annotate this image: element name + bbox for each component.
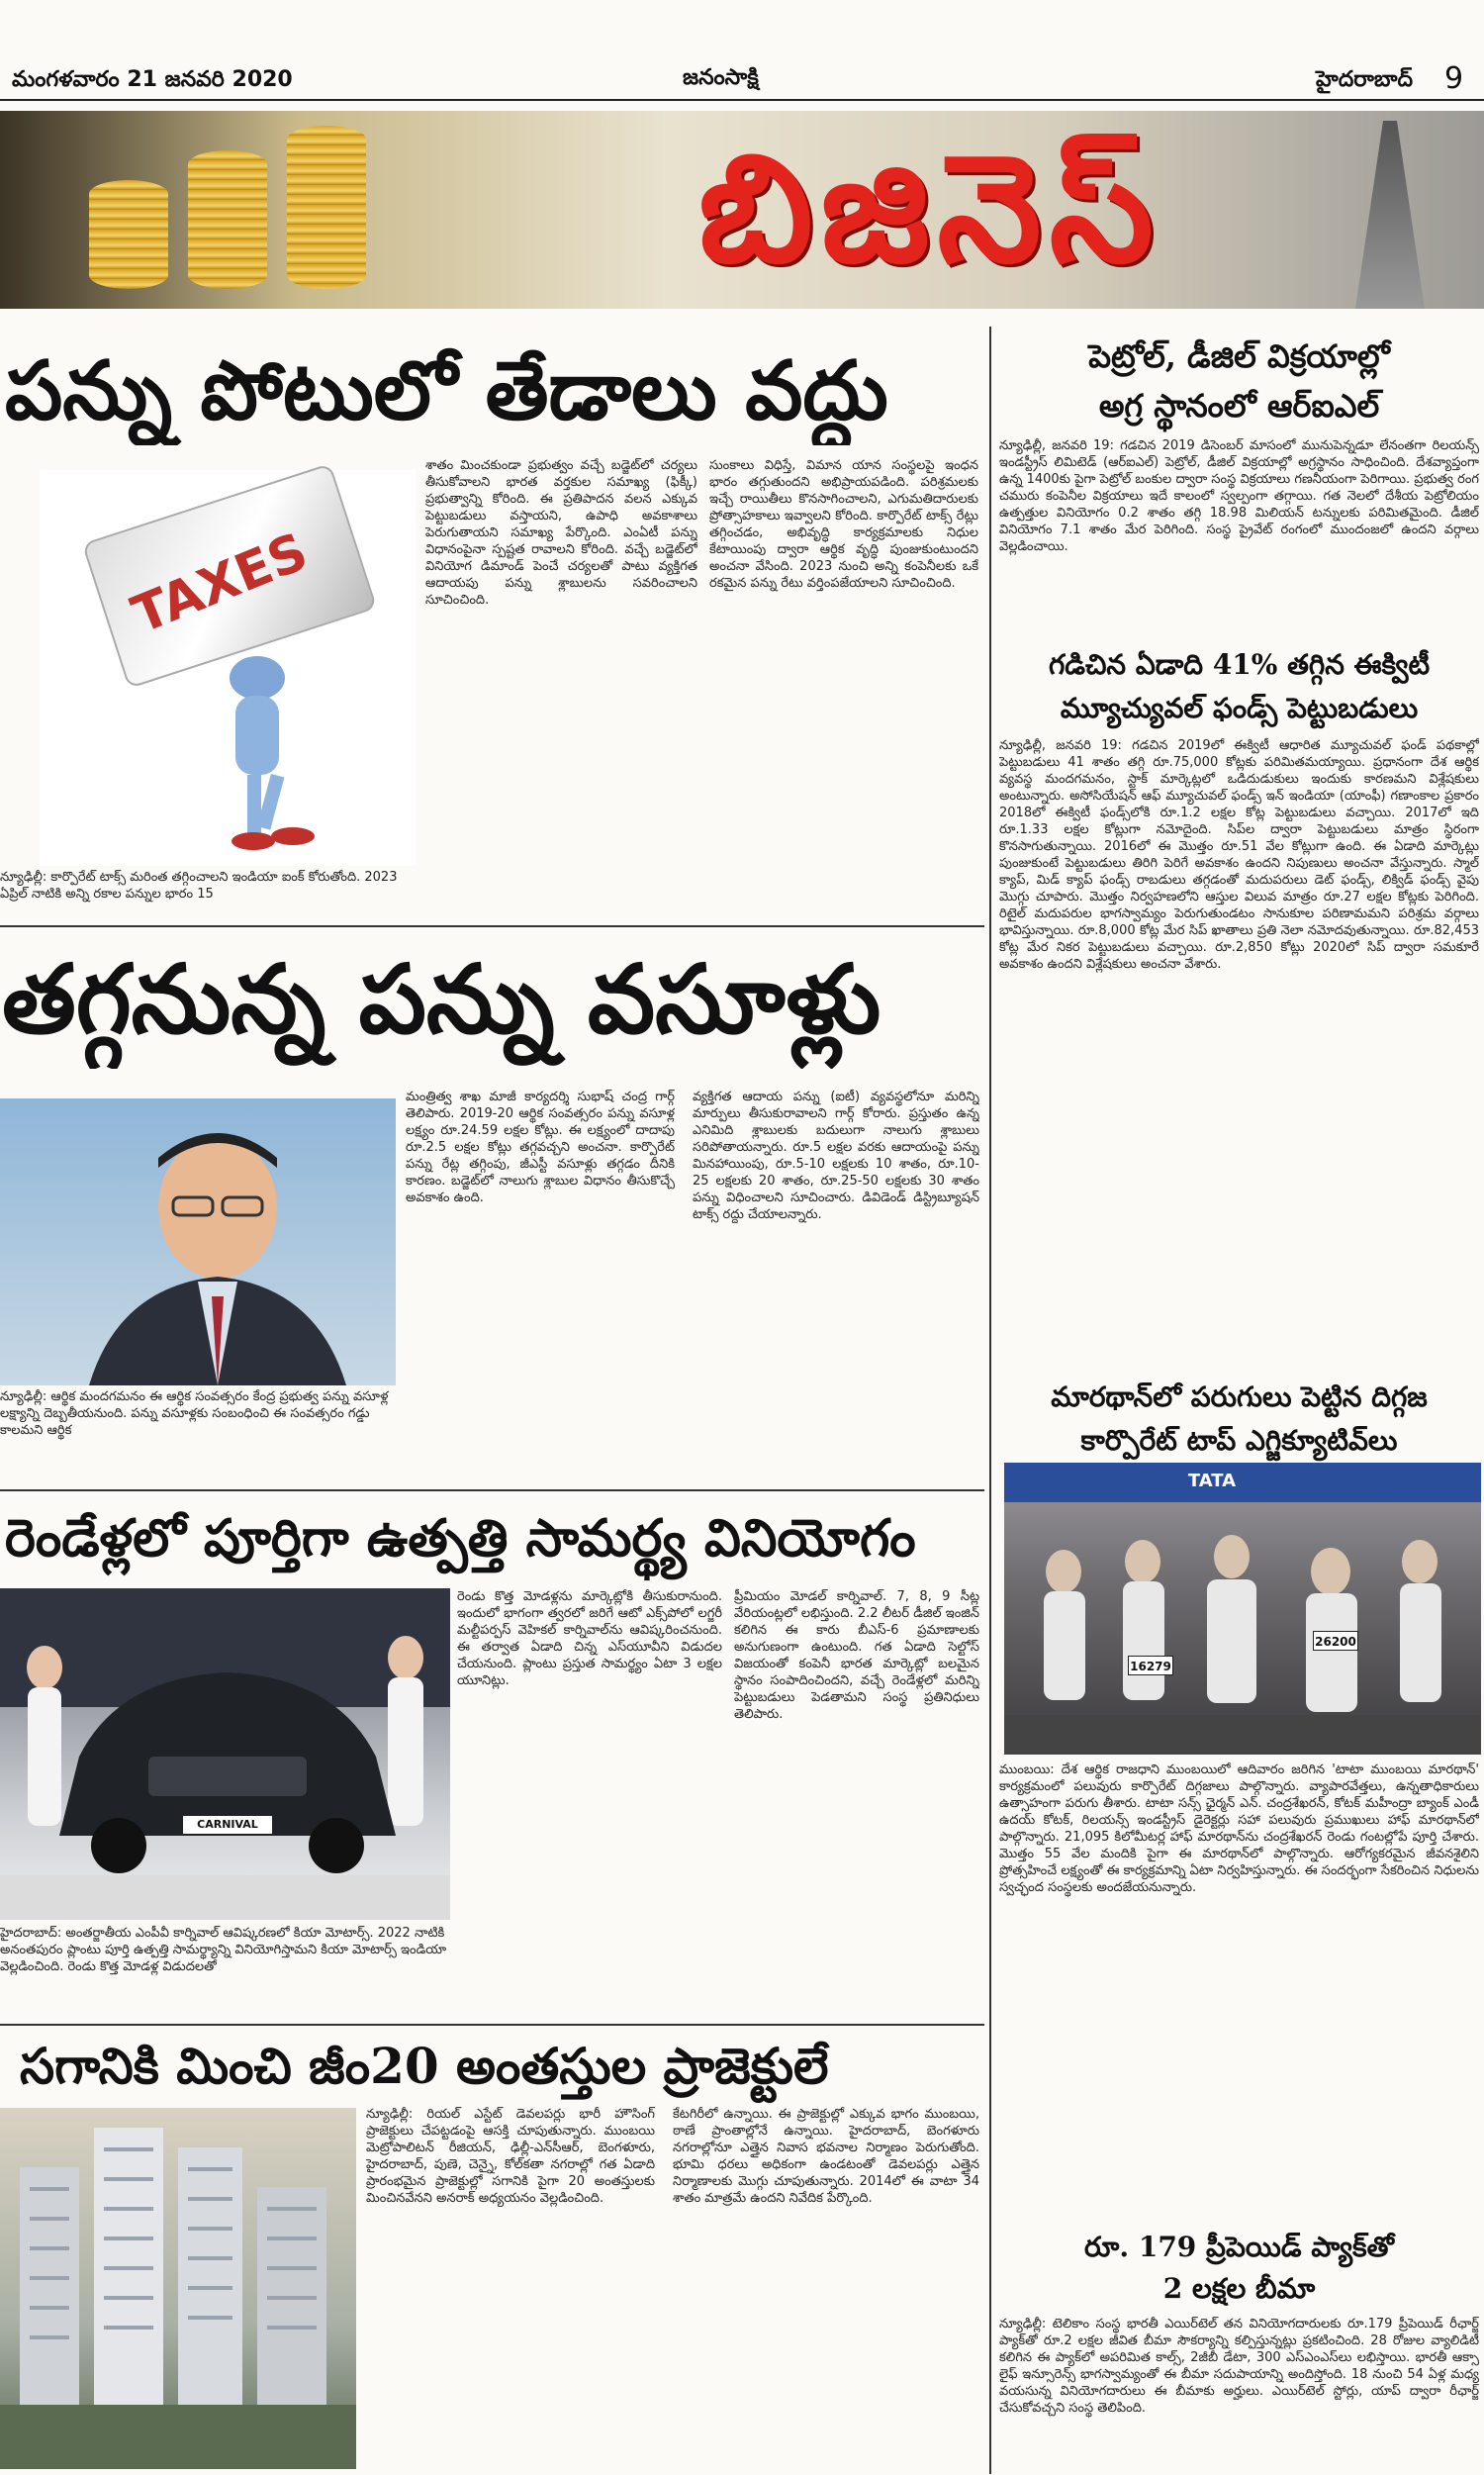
story4-headline: సగానికి మించి జీం20 అంతస్తుల ప్రాజెక్టులే	[20, 2037, 829, 2095]
right2-headline-line2: మ్యూచ్యువల్ ఫండ్స్ పెట్టుబడులు	[1060, 692, 1419, 724]
story4-photo	[0, 2108, 356, 2469]
story2-photo	[0, 1098, 396, 1385]
story3-col1: రెండు కొత్త మోడళ్లను మార్కెట్లోకి తీసుకురానుంది. ఇందులో భాగంగా త్వరలో జరిగే ఆటో ఎక్స్‌పోలో లగ్జరీ మల్టీపర్పస్ వెహికల్ కార్నివాల్‌ను ఆవిష్కరించనుంది. ఈ తర్వాత ఏడాది చిన్న ఎస్‌యూవీని విడుదల చేయనుంది. ప్లాంటు ప్రస్తుత సామర్థ్యం ఏటా 3 లక్షల యూనిట్లు.	[457, 1589, 722, 1688]
right4-headline-line2: 2 లక్షల బీమా	[1162, 2272, 1316, 2305]
divider	[0, 925, 984, 927]
divider	[0, 2024, 984, 2026]
section-title: బిజినెస్	[698, 124, 1161, 296]
coin-stack-icon	[89, 180, 168, 289]
divider	[0, 1489, 984, 1491]
carrying-man-illustration	[158, 648, 336, 856]
highrise-buildings-image	[0, 2108, 356, 2469]
right4-body: న్యూఢిల్లీ: టెలికాం సంస్థ భారతీ ఎయిర్‌టెల్ తన వినియోగదారులకు రూ.179 ప్రీపెయిడ్ రీఛార్జ్ ప్యాక్‌తో రూ.2 లక్షల జీవిత బీమా సౌకర్యాన్ని కల్పిస్తున్నట్లు ప్రకటించింది. 28 రోజుల వ్యాలిడిటీ కలిగిన ఈ ప్యాక్‌లో అపరిమిత కాల్స్, 2జీబీ డేటా, 300 ఎస్ఎంఎస్‌లు లభిస్తాయి. భారతీ ఆక్సా లైఫ్ ఇన్సూరెన్స్ భాగస్వామ్యంతో ఈ బీమా సదుపాయాన్ని అందిస్తోంది. 18 నుంచి 54 ఏళ్ల మధ్య వయసున్న వినియోగదారులు ఈ బీమాకు అర్హులు. ఎయిర్‌టెల్ స్టోర్లు, యాప్ ద్వారా రీఛార్జ్ చేసుకోవచ్చని సంస్థ తెలిపింది.	[999, 2317, 1479, 2416]
official-portrait	[0, 1098, 396, 1385]
edition-city: హైదరాబాద్	[1316, 67, 1413, 92]
story3-caption: హైదరాబాద్: అంతర్జాతీయ ఎంపీవీ కార్నివాల్ ఆవిష్కరణలో కియా మోటార్స్. 2022 నాటికి అనంతపురం ప్లాంటు పూర్తి ఉత్పత్తి సామర్థ్యాన్ని వినియోగిస్తామని కియా మోటార్స్ ఇండియా వెల్లడించింది. రెండు కొత్త మోడళ్ల విడుదలతో	[0, 1926, 447, 1974]
right1-body: న్యూఢిల్లీ, జనవరి 19: గడచిన 2019 డిసెంబర్ మాసంలో మునుపెన్నడూ లేనంతగా రిలయన్స్ ఇండస్ట్రీస్ లిమిటెడ్ (ఆర్ఐఎల్) పెట్రోల్, డీజిల్ విక్రయాల్లో అగ్రస్థానం సాధించింది. దేశవ్యాప్తంగా ఉన్న 1400కు పైగా పెట్రోల్ బంకుల ద్వారా సంస్థ విక్రయాలు గణనీయంగా పెరిగాయి. ప్రభుత్వ రంగ చమురు కంపెనీల విక్రయాలు ఇదే కాలంలో స్వల్పంగా తగ్గాయి. గత నెలలో దేశీయ పెట్రోలియం ఉత్పత్తుల వినియోగం 0.2 శాతం తగ్గి 18.98 మిలియన్ టన్నులకు పరిమితమైంది. డీజిల్ వినియోగం 7.1 శాతం మేర పెరిగింది. సంస్థ ప్రైవేట్ రంగంలో ముందంజలో ఉందని వర్గాలు వెల్లడించాయి.	[999, 438, 1479, 554]
runner-bib: 16279	[1128, 1656, 1173, 1675]
right3-headline-line2: కార్పొరేట్ టాప్ ఎగ్జిక్యూటివ్‌లు	[1080, 1424, 1398, 1457]
story1-headline: పన్ను పోటులో తేడాలు వద్దు	[5, 343, 888, 438]
taxes-word-image: TAXES	[124, 522, 317, 646]
story3-headline: రెండేళ్లలో పూర్తిగా ఉత్పత్తి సామర్థ్య వినియోగం	[5, 1508, 916, 1569]
story1-col1: శాతం మించకుండా ప్రభుత్వం వచ్చే బడ్జెట్‌లో చర్యలు తీసుకోవాలని భారత వర్తకుల సమాఖ్య (ఫిక్కీ) ప్రభుత్వాన్ని కోరింది. ఈ ప్రతిపాదన వలన ఎక్కువ పెట్టుబడులు వస్తాయని, ఉపాధి అవకాశాలు పెరుగుతాయని సమాఖ్య పేర్కొంది. ఎంఏటీ పన్ను విధానంపైనా స్పష్టత రావాలని కోరింది. వచ్చే బడ్జెట్‌లో వినియోగ డిమాండ్ పెంచే చర్యలతో పాటు వ్యక్తిగత ఆదాయపు పన్ను శ్లాబులను సవరించాలని సూచించింది.	[425, 458, 697, 608]
right3-headline-line1: మారథాన్‌లో పరుగులు పెట్టిన దిగ్గజ	[1051, 1380, 1428, 1413]
marathon-runners-image	[1004, 1463, 1481, 1755]
tata-banner-text: TATA	[1187, 1471, 1237, 1491]
story4-col2: కేటగిరీలో ఉన్నాయి. ఈ ప్రాజెక్టుల్లో ఎక్కువ భాగం ముంబయి, ఠాణే ప్రాంతాల్లోనే ఉన్నాయి. హైదరాబాద్, బెంగళూరు నగరాల్లోనూ ఎత్తైన నివాస భవనాల నిర్మాణం పెరుగుతోంది. భూమి ధరలు అధికంగా ఉండటంతో డెవలపర్లు ఎత్తైన నిర్మాణాలకు మొగ్గు చూపుతున్నారు. 2014లో ఈ వాటా 34 శాతం మాత్రమే ఉందని నివేదిక పేర్కొంది.	[673, 2107, 979, 2206]
right3-body: ముంబయి: దేశ ఆర్థిక రాజధాని ముంబయిలో ఆదివారం జరిగిన 'టాటా ముంబయి మారథాన్' కార్యక్రమంలో పలువురు కార్పొరేట్ దిగ్గజాలు పాల్గొన్నారు. వ్యాపారవేత్తలు, ఉన్నతాధికారులు ఉత్సాహంగా పరుగు తీశారు. టాటా సన్స్ ఛైర్మన్ ఎన్. చంద్రశేఖరన్, కోటక్ మహీంద్రా బ్యాంక్ ఎండీ ఉదయ్ కోటక్, రిలయన్స్ ఇండస్ట్రీస్ డైరెక్టర్లు సహా పలువురు ప్రముఖులు హాఫ్ మారథాన్‌లో పాల్గొన్నారు. 21,095 కిలోమీటర్ల హాఫ్ మారథాన్‌ను చంద్రశేఖరన్ రెండు గంటల్లోపే పూర్తి చేశారు. మొత్తం 55 వేల మందికి పైగా ఈ మారథాన్‌లో పాల్గొన్నారు. ఆరోగ్యకరమైన జీవనశైలిని ప్రోత్సహించే లక్ష్యంతో ఈ కార్యక్రమాన్ని ఏటా నిర్వహిస్తున్నారు. ఈ సందర్భంగా సేకరించిన నిధులను స్వచ్ఛంద సంస్థలకు అందజేయనున్నారు.	[999, 1762, 1479, 1895]
tower-icon	[1355, 121, 1425, 309]
story2-col2: వ్యక్తిగత ఆదాయ పన్ను (ఐటీ) వ్యవస్థలోనూ మరిన్ని మార్పులు తీసుకురావాలని గార్గ్ కోరారు. ప్రస్తుతం ఉన్న ఎనిమిది శ్లాబులకు బదులుగా నాలుగు శ్లాబులు సరిపోతాయన్నారు. రూ.5 లక్షల వరకు ఆదాయంపై పన్ను మినహాయింపు, రూ.5-10 లక్షలకు 10 శాతం, రూ.10-25 లక్షలకు 20 శాతం, రూ.25-50 లక్షలకు 30 శాతం పన్ను విధించాలని సూచించారు. డివిడెండ్ డిస్ట్రిబ్యూషన్ టాక్స్ రద్దు చేయాలన్నారు.	[693, 1090, 979, 1222]
car-launch-image	[0, 1588, 450, 1920]
story1-caption: న్యూఢిల్లీ: కార్పొరేట్ టాక్స్ మరింత తగ్గించాలని ఇండియా ఐంక్ కోరుతోంది. 2023 ఏప్రిల్ నాటికి అన్ని రకాల పన్నుల భారం 15	[0, 870, 398, 902]
right1-headline-line2: అగ్ర స్థానంలో ఆర్ఐఎల్	[1098, 387, 1380, 425]
car-badge: CARNIVAL	[183, 1816, 272, 1834]
right1-headline-line1: పెట్రోల్, డీజిల్ విక్రయాల్లో	[1088, 337, 1390, 375]
coin-stack-icon	[188, 150, 267, 289]
page-number: 9	[1444, 61, 1464, 96]
story3-col2: ప్రీమియం మోడల్ కార్నివాల్. 7, 8, 9 సీట్ల వేరియంట్లలో లభిస్తుంది. 2.2 లీటర్ డీజిల్ ఇంజిన్ కలిగిన ఈ కారు బీఎస్-6 ప్రమాణాలకు అనుగుణంగా ఉంటుంది. గత ఏడాది సెల్టోస్ విజయంతో కంపెనీ భారత మార్కెట్లో బలమైన స్థానం సంపాదించిందని, వచ్చే రెండేళ్లలో మరిన్ని పెట్టుబడులు పెడతామని సంస్థ ప్రతినిధులు తెలిపారు.	[734, 1589, 979, 1722]
runner-bib: 26200	[1313, 1631, 1358, 1651]
story3-photo	[0, 1588, 450, 1920]
masthead-rule	[0, 99, 1484, 101]
right2-body: న్యూఢిల్లీ, జనవరి 19: గడచిన 2019లో ఈక్విటీ ఆధారిత మ్యూచువల్ ఫండ్ పథకాల్లో పెట్టుబడులు 41 శాతం తగ్గి రూ.75,000 కోట్లకు పరిమితమయ్యాయి. ప్రధానంగా దేశ ఆర్థిక వ్యవస్థ మందగమనం, స్టాక్ మార్కెట్లలో ఒడిదుడుకులు ఇందుకు కారణమని విశ్లేషకులు అంటున్నారు. అసోసియేషన్ ఆఫ్ మ్యూచువల్ ఫండ్స్ ఇన్ ఇండియా (యాంఫీ) గణాంకాల ప్రకారం 2018లో ఈక్విటీ ఫండ్స్‌లోకి రూ.1.2 లక్షల కోట్ల పెట్టుబడులు వచ్చాయి. 2017లో ఇది రూ.1.33 లక్షల కోట్లుగా నమోదైంది. సిప్‌ల ద్వారా పెట్టుబడులు మాత్రం స్థిరంగా కొనసాగుతున్నాయి. 2016లో ఈ మొత్తం రూ.51 వేల కోట్లుగా ఉంది. ఈ ఏడాది మార్కెట్లు పుంజుకుంటే పెట్టుబడులు తిరిగి పెరిగే అవకాశం ఉందని నిపుణులు అంచనా వేస్తున్నారు. స్మాల్ క్యాప్, మిడ్ క్యాప్ ఫండ్స్ రాబడులు తగ్గడంతో మదుపరులు డెట్ ఫండ్స్, లిక్విడ్ ఫండ్స్ వైపు మొగ్గు చూపారు. మొత్తం నిర్వహణలోని ఆస్తుల విలువ మాత్రం రూ.27 లక్షల కోట్లకు పెరిగింది. రిటైల్ మదుపరుల భాగస్వామ్యం పెరుగుతుండటం సానుకూల పరిణామమని పరిశ్రమ వర్గాలు భావిస్తున్నాయి. రూ.8,000 కోట్ల మేర సిప్ ఖాతాలు ప్రతి నెలా నమోదవుతున్నాయి. రూ.82,453 కోట్ల మేర నికర పెట్టుబడులు వచ్చాయి. రూ.2,850 కోట్లు 2020లో సిప్ ద్వారా సమకూరే అవకాశం ఉందని విశ్లేషకులు అంచనా వేశారు.	[999, 738, 1479, 972]
coin-stack-icon	[287, 126, 366, 289]
right4-headline-line1: రూ. 179 ప్రీపెయిడ్ ప్యాక్‌తో	[1084, 2231, 1394, 2263]
paper-name: జనంసాక్షి	[683, 65, 759, 90]
story2-col1: మంత్రిత్వ శాఖ మాజీ కార్యదర్శి సుభాష్ చంద్ర గార్గ్ తెలిపారు. 2019-20 ఆర్థిక సంవత్సరం పన్ను వసూళ్ల లక్ష్యం రూ.24.59 లక్షల కోట్లు. ఈ లక్ష్యంలో దాదాపు రూ.2.5 లక్షల కోట్లు తగ్గవచ్చని అంచనా. కార్పొరేట్ పన్ను రేట్ల తగ్గింపు, జీఎస్టీ వసూళ్లు తగ్గడం దీనికి కారణం. బడ్జెట్‌లో నాలుగు శ్లాబుల విధానం తీసుకొచ్చే అవకాశం ఉంది.	[406, 1090, 675, 1205]
story2-caption: న్యూఢిల్లీ: ఆర్థిక మందగమనం ఈ ఆర్థిక సంవత్సరం కేంద్ర ప్రభుత్వ పన్ను వసూళ్ల లక్ష్యాన్ని దెబ్బతీయనుంది. పన్ను వసూళ్లకు సంబంధించి ఈ సంవత్సరం గడ్డు కాలమని ఆర్థిక	[0, 1389, 389, 1438]
right3-photo	[1004, 1463, 1481, 1755]
story4-col1: న్యూఢిల్లీ: రియల్ ఎస్టేట్ డెవలపర్లు భారీ హౌసింగ్ ప్రాజెక్టులు చేపట్టడంపై ఆసక్తి చూపుతున్నారు. ముంబయి మెట్రోపాలిటన్ రీజియన్, ఢిల్లీ-ఎన్‌సీఆర్, బెంగళూరు, హైదరాబాద్, పుణె, చెన్నై, కోల్‌కతా నగరాల్లో గత ఏడాది ప్రారంభమైన ప్రాజెక్టుల్లో సగానికి పైగా 20 అంతస్తులకు మించినవేనని అనరాక్ అధ్యయనం వెల్లడించింది.	[366, 2107, 655, 2206]
right2-headline-line1: గడిచిన ఏడాది 41% తగ్గిన ఈక్విటీ	[1048, 648, 1431, 681]
column-divider	[989, 327, 991, 2474]
story1-photo	[40, 470, 416, 866]
story1-col2: సుంకాలు విధిస్తే, విమాన యాన సంస్థలపై ఇంధన భారం తగ్గుతుందని అభిప్రాయపడింది. పరిశ్రమలకు ఇచ్చే రాయితీలు కొనసాగించాలని, ఎగుమతిదారులకు ప్రోత్సాహకాలు ఇవ్వాలని కోరింది. కార్పొరేట్ టాక్స్ రేట్లు తగ్గించడం, అభివృద్ధి కార్యక్రమాలకు నిధుల కేటాయింపు ద్వారా ఆర్థిక వృద్ధి పుంజుకుంటుందని అంచనా వేసింది. 2023 నుంచి అన్ని కంపెనీలకు ఒకే రకమైన పన్ను రేటు వర్తింపజేయాలని సూచించింది.	[709, 458, 978, 591]
story2-headline: తగ్గనున్న పన్ను వసూళ్లు	[2, 943, 881, 1055]
page-date: మంగళవారం 21 జనవరి 2020	[12, 67, 293, 92]
section-banner	[0, 111, 1484, 309]
